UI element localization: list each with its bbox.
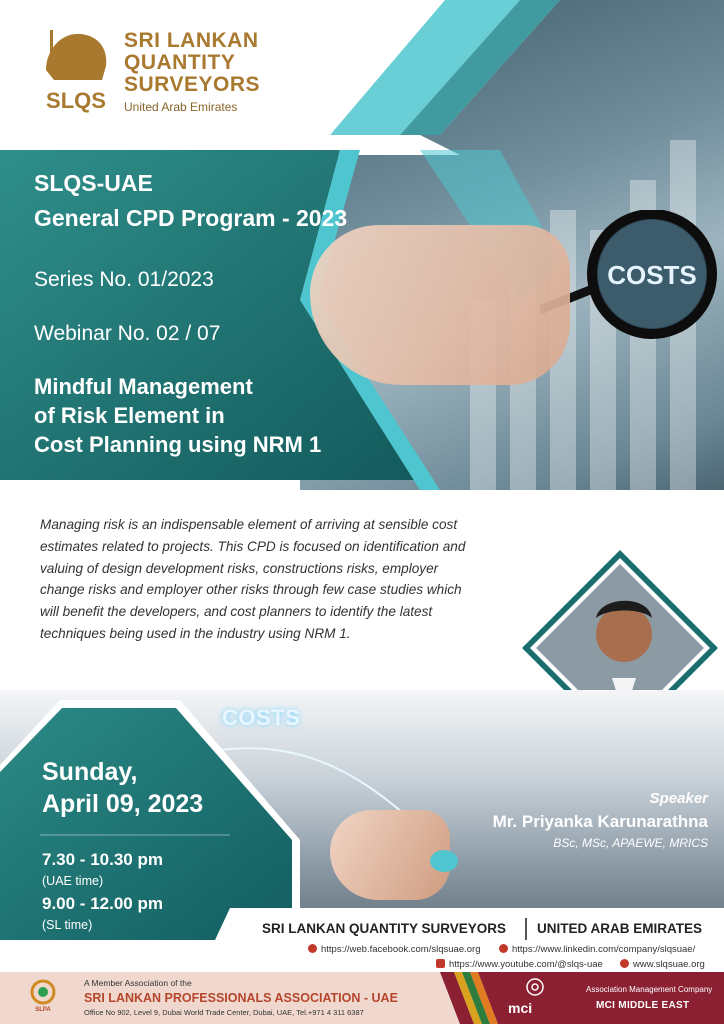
pen-tip-icon	[430, 850, 458, 872]
logo-line3: SURVEYORS	[124, 73, 260, 96]
mci-middle-east: MCI MIDDLE EAST	[596, 1000, 690, 1011]
series-number: Series No. 01/2023	[34, 268, 214, 291]
slpa-logo-icon	[26, 978, 60, 1012]
topic-line2: of Risk Element in	[34, 403, 225, 428]
time-uae-note: (UAE time)	[42, 874, 104, 888]
title-program: General CPD Program - 2023	[34, 205, 348, 231]
logo-line4: United Arab Emirates	[124, 100, 238, 114]
speaker-name: Mr. Priyanka Karunarathna	[492, 812, 708, 831]
logo-wordmark	[124, 30, 260, 118]
youtube-icon	[436, 959, 445, 968]
event-full-date: April 09, 2023	[42, 790, 204, 818]
topic-line1: Mindful Management	[34, 374, 253, 399]
mci-logo-icon	[520, 976, 550, 1003]
logo-line1: SRI LANKAN	[124, 29, 259, 52]
footer-divider	[525, 918, 527, 940]
description-text: Managing risk is an indispensable element of arriving at sensible cost estimates related to projects. This CPD is focused on identification and valuing of design development risks, constructions risks, employer change risks and employer other risks through few case studies which will benefit the developers, and cost planners to identify the latest techniques being used in the industry using NRM 1.	[40, 517, 466, 641]
event-day: Sunday,	[42, 758, 138, 786]
slpa-abbr: SLPA	[35, 1007, 51, 1012]
event-times	[42, 850, 163, 932]
speaker-credentials: BSc, MSc, APAEWE, MRICS	[553, 836, 708, 850]
stripes-decor	[440, 972, 510, 1024]
topic-line3: Cost Planning using NRM 1	[34, 432, 322, 457]
lower-costs-text: COSTS	[222, 705, 301, 730]
website-url: www.slqsuae.org	[633, 959, 705, 970]
member-association: A Member Association of the	[84, 978, 192, 988]
website-link[interactable]	[620, 959, 705, 970]
speaker-label: Speaker	[649, 790, 708, 807]
time-sl-note: (SL time)	[42, 918, 93, 932]
facebook-url: https://web.facebook.com/slqsuae.org	[321, 944, 481, 955]
footer-org-left: SRI LANKAN QUANTITY SURVEYORS	[262, 921, 507, 936]
youtube-url: https://www.youtube.com/@slqs-uae	[449, 959, 603, 970]
linkedin-url: https://www.linkedin.com/company/slqsuae/	[512, 944, 696, 955]
time-sl: 9.00 - 12.00 pm	[42, 894, 163, 913]
linkedin-icon	[499, 944, 508, 953]
facebook-link[interactable]	[308, 944, 480, 955]
globe-icon	[620, 959, 629, 968]
logo-abbr: SLQS	[46, 88, 106, 113]
mci-wordmark: mci	[508, 1000, 533, 1016]
lion-logo-icon	[36, 20, 116, 116]
time-uae: 7.30 - 10.30 pm	[42, 850, 163, 869]
slpa-office: Office No 902, Level 9, Dubai World Trade Center, Dubai, UAE, Tel.+971 4 311 6387	[84, 1008, 364, 1017]
hand-photo	[310, 225, 570, 385]
title-org: SLQS-UAE	[34, 170, 153, 196]
footer-org-right: UNITED ARAB EMIRATES	[537, 921, 702, 936]
slpa-name: SRI LANKAN PROFESSIONALS ASSOCIATION - UAE	[84, 991, 398, 1005]
webinar-topic	[34, 372, 321, 459]
linkedin-link[interactable]	[499, 944, 695, 955]
webinar-number: Webinar No. 02 / 07	[34, 322, 221, 345]
youtube-link[interactable]	[436, 959, 603, 970]
event-date	[42, 756, 203, 820]
magnifier-costs: COSTS	[607, 260, 697, 290]
amc-label: Association Management Company	[586, 985, 713, 994]
facebook-icon	[308, 944, 317, 953]
logo-line2: QUANTITY	[124, 51, 236, 74]
